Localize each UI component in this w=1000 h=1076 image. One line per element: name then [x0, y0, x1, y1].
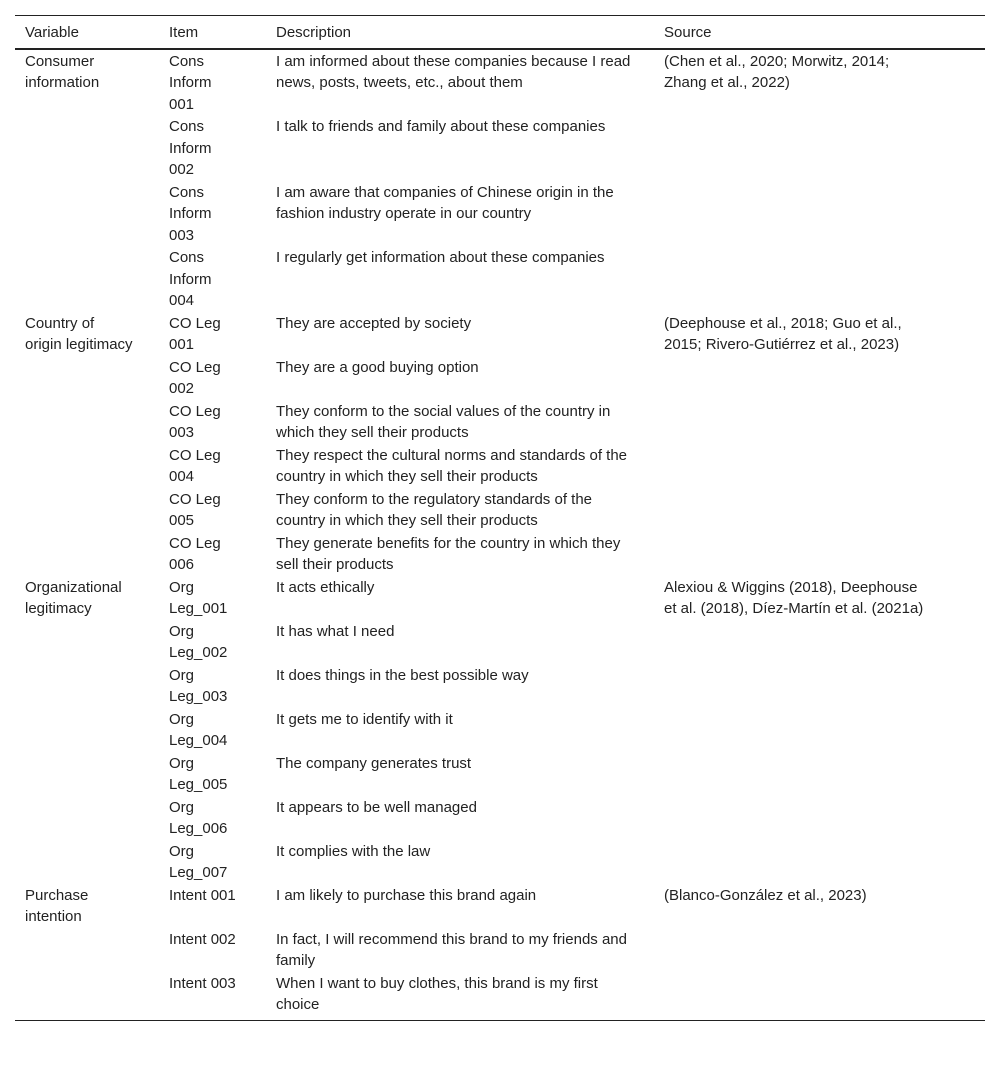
cell-item: Org Leg_002: [169, 622, 228, 661]
table-row: [15, 972, 985, 1021]
cell-description: They respect the cultural norms and standards of the country in which they sell their products: [276, 446, 628, 485]
cell-description: I regularly get information about these companies: [276, 249, 605, 266]
cell-source: [654, 796, 985, 840]
cell-description: They conform to the social values of the country in which they sell their products: [276, 402, 611, 441]
table-row: [15, 246, 985, 312]
table-row: [15, 752, 985, 796]
table-row: [15, 488, 985, 532]
cell-variable: [15, 532, 159, 576]
cell-source: [654, 664, 985, 708]
cell-source: [654, 752, 985, 796]
cell-description: In fact, I will recommend this brand to my friends and family: [276, 930, 627, 969]
header-item: Item: [159, 16, 266, 49]
cell-variable: Purchase intention: [25, 886, 89, 925]
header-source: Source: [654, 16, 985, 49]
cell-variable: [15, 708, 159, 752]
cell-variable: Consumer information: [25, 52, 100, 91]
table-row: [15, 400, 985, 444]
cell-item: Org Leg_001: [169, 578, 228, 617]
cell-source: [654, 115, 985, 181]
cell-source: [654, 488, 985, 532]
cell-description: When I want to buy clothes, this brand is my first choice: [276, 974, 598, 1013]
table-row: [15, 840, 985, 884]
cell-source: (Chen et al., 2020; Morwitz, 2014; Zhang et al., 2022): [664, 52, 890, 91]
cell-description: It has what I need: [276, 622, 395, 640]
cell-description: It acts ethically: [276, 578, 375, 596]
cell-item: Cons Inform 004: [169, 249, 212, 309]
cell-variable: [15, 620, 159, 664]
cell-description: It gets me to identify with it: [276, 710, 453, 728]
cell-description: I talk to friends and family about these companies: [276, 118, 606, 135]
table-row: [15, 884, 985, 928]
table-row: [15, 356, 985, 400]
table-row: [15, 928, 985, 972]
cell-description: They generate benefits for the country in which they sell their products: [276, 534, 621, 573]
cell-description: I am likely to purchase this brand again: [276, 886, 537, 904]
cell-source: (Blanco-González et al., 2023): [664, 886, 867, 904]
cell-variable: [15, 928, 159, 972]
table-row: [15, 49, 985, 116]
cell-variable: [15, 444, 159, 488]
cell-item: Intent 003: [169, 974, 236, 992]
cell-source: [654, 840, 985, 884]
cell-variable: [15, 356, 159, 400]
cell-description: They are a good buying option: [276, 358, 479, 376]
table-row: [15, 532, 985, 576]
header-description: Description: [266, 16, 654, 49]
table-row: [15, 444, 985, 488]
header-row: [15, 16, 985, 49]
cell-item: CO Leg 005: [169, 490, 221, 529]
cell-item: CO Leg 002: [169, 358, 221, 397]
header-variable: Variable: [15, 16, 159, 49]
cell-description: They are accepted by society: [276, 314, 472, 332]
cell-variable: [15, 972, 159, 1021]
cell-item: Org Leg_007: [169, 842, 228, 881]
table-row: [15, 181, 985, 247]
cell-source: Alexiou & Wiggins (2018), Deephouse et al. (2018), Díez-Martín et al. (2021a): [664, 578, 924, 617]
cell-variable: [15, 115, 159, 181]
cell-item: Cons Inform 001: [169, 52, 212, 113]
table-row: [15, 115, 985, 181]
cell-item: Org Leg_005: [169, 754, 228, 793]
cell-variable: [15, 840, 159, 884]
cell-variable: [15, 246, 159, 312]
cell-description: They conform to the regulatory standards of the country in which they sell their products: [276, 490, 593, 529]
cell-source: [654, 356, 985, 400]
cell-source: [654, 400, 985, 444]
cell-source: [654, 246, 985, 312]
cell-item: Intent 001: [169, 886, 236, 904]
cell-source: [654, 181, 985, 247]
table-row: [15, 708, 985, 752]
cell-item: Org Leg_003: [169, 666, 228, 705]
cell-variable: [15, 796, 159, 840]
cell-description: It does things in the best possible way: [276, 666, 529, 684]
cell-source: (Deephouse et al., 2018; Guo et al., 2015; Rivero-Gutiérrez et al., 2023): [664, 314, 902, 353]
cell-source: [654, 708, 985, 752]
table-row: [15, 576, 985, 620]
cell-variable: [15, 664, 159, 708]
table-row: [15, 620, 985, 664]
cell-variable: [15, 752, 159, 796]
cell-item: Org Leg_004: [169, 710, 228, 749]
cell-description: It appears to be well managed: [276, 798, 477, 816]
cell-source: [654, 972, 985, 1021]
cell-description: I am aware that companies of Chinese origin in the fashion industry operate in our country: [276, 183, 614, 222]
cell-source: [654, 444, 985, 488]
cell-item: CO Leg 006: [169, 534, 221, 573]
table-row: [15, 796, 985, 840]
cell-description: I am informed about these companies because I read news, posts, tweets, etc., about them: [276, 52, 631, 91]
cell-source: [654, 928, 985, 972]
cell-variable: Organizational legitimacy: [25, 578, 122, 617]
cell-item: CO Leg 003: [169, 402, 221, 441]
cell-source: [654, 620, 985, 664]
cell-item: Intent 002: [169, 930, 236, 948]
table-row: [15, 312, 985, 356]
cell-variable: [15, 488, 159, 532]
cell-item: Cons Inform 002: [169, 118, 212, 178]
cell-item: CO Leg 004: [169, 446, 221, 485]
cell-item: Cons Inform 003: [169, 183, 212, 244]
cell-description: It complies with the law: [276, 842, 431, 860]
cell-variable: [15, 181, 159, 247]
cell-variable: Country of origin legitimacy: [25, 314, 133, 353]
cell-source: [654, 532, 985, 576]
cell-item: CO Leg 001: [169, 314, 221, 353]
cell-item: Org Leg_006: [169, 798, 228, 837]
cell-description: The company generates trust: [276, 754, 472, 772]
variables-table: [15, 15, 985, 1021]
cell-variable: [15, 400, 159, 444]
table-row: [15, 664, 985, 708]
